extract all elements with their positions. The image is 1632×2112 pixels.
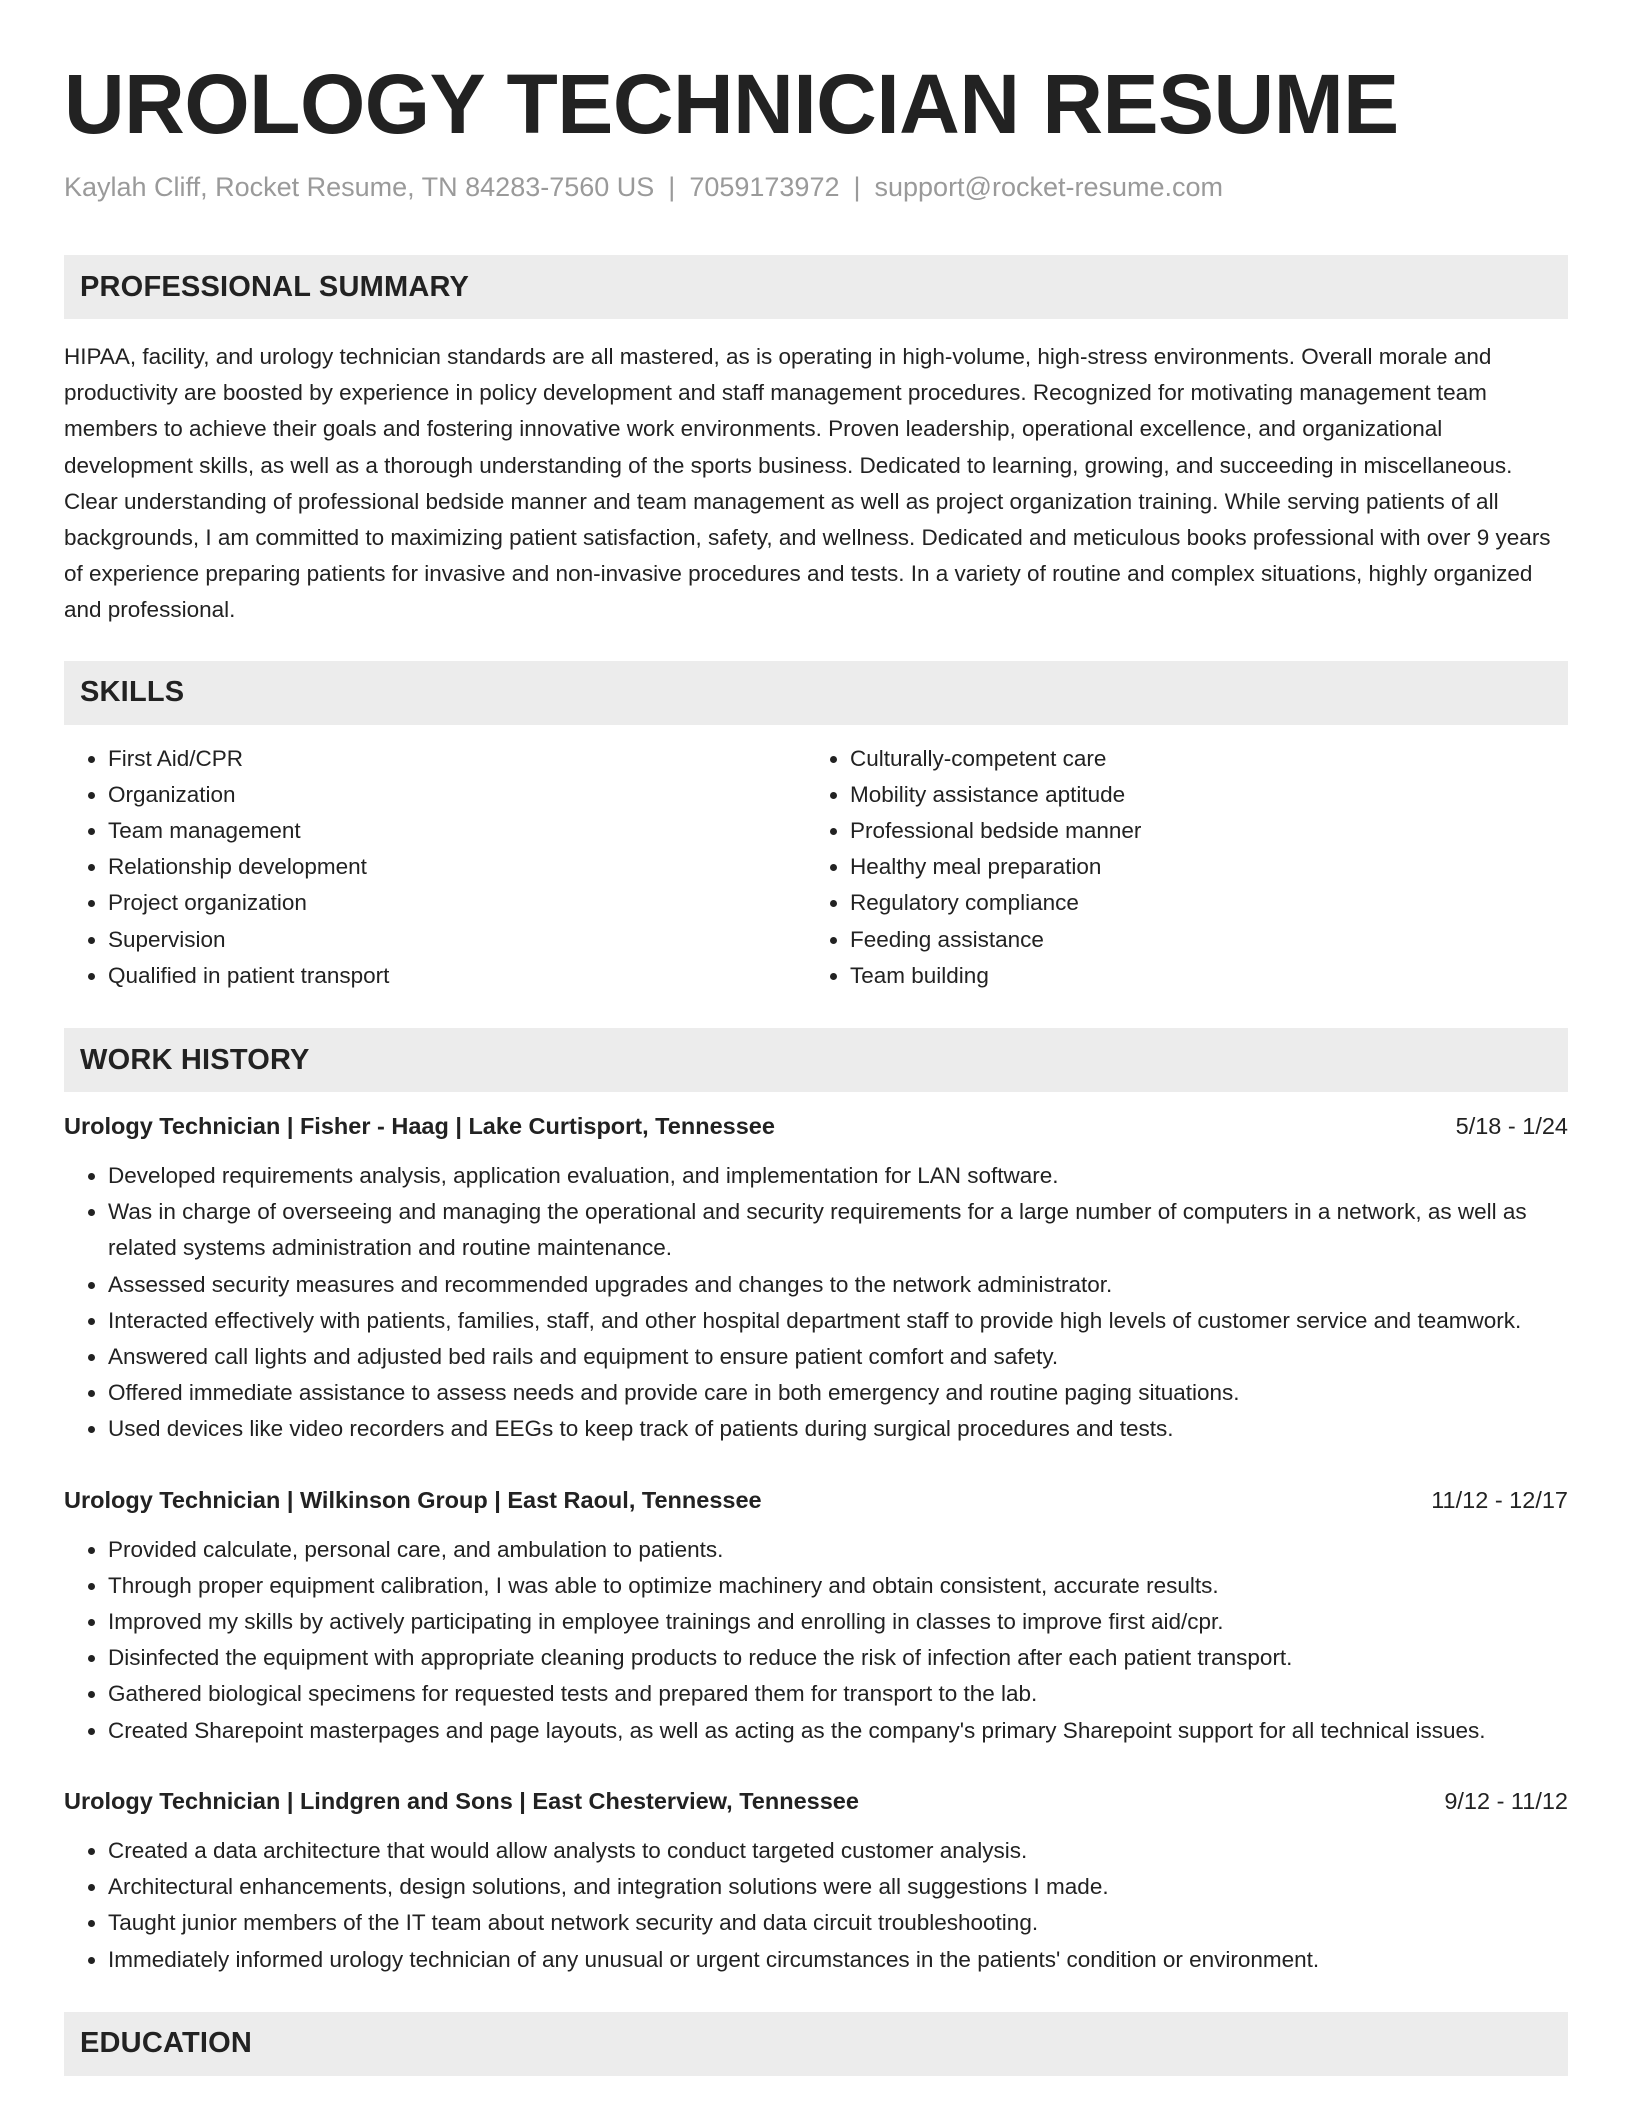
- job-bullet: • Immediately informed urology technician of any unusual or urgent circumstances in the patients' condition or environment.: [108, 1942, 1568, 1978]
- resume-title: UROLOGY TECHNICIAN RESUME: [64, 57, 1399, 151]
- skill-item: • Feeding assistance: [850, 922, 1548, 958]
- job-bullets: [64, 1158, 1568, 1448]
- section-header-work-history: WORK HISTORY: [64, 1028, 1568, 1092]
- skill-item: • Team management: [108, 813, 806, 849]
- job-bullet: • Created Sharepoint masterpages and page layouts, as well as acting as the company's primary Sharepoint support for all technical issues.: [108, 1713, 1568, 1749]
- job-bullet: • Interacted effectively with patients, families, staff, and other hospital department staff to provide high levels of customer service and teamwork.: [108, 1303, 1568, 1339]
- skill-item: • Supervision: [108, 922, 806, 958]
- job-bullets: [64, 1532, 1568, 1749]
- section-header-skills: SKILLS: [64, 661, 1568, 725]
- contact-separator: |: [853, 172, 861, 202]
- job-entry: [64, 1108, 1568, 1448]
- skill-item: • Culturally-competent care: [850, 741, 1548, 777]
- job-bullet: • Improved my skills by actively participating in employee trainings and enrolling in classes to improve first aid/cpr.: [108, 1604, 1568, 1640]
- skill-item: • Professional bedside manner: [850, 813, 1548, 849]
- contact-address: Kaylah Cliff, Rocket Resume, TN 84283-7560 US: [64, 172, 655, 202]
- job-bullet: • Developed requirements analysis, application evaluation, and implementation for LAN software.: [108, 1158, 1568, 1194]
- skill-item: • Organization: [108, 777, 806, 813]
- job-title: Urology Technician | Wilkinson Group | East Raoul, Tennessee: [64, 1486, 762, 1513]
- job-bullet: • Was in charge of overseeing and managing the operational and security requirements for a large number of computers in a network, as well as related systems administration and routine maintenance.: [108, 1194, 1568, 1266]
- section-header-summary: PROFESSIONAL SUMMARY: [64, 255, 1568, 319]
- resume-page: [64, 0, 1568, 2076]
- job-bullet: • Through proper equipment calibration, I was able to optimize machinery and obtain consistent, accurate results.: [108, 1568, 1568, 1604]
- job-dates: 9/12 - 11/12: [1444, 1787, 1568, 1814]
- job-bullet: • Disinfected the equipment with appropriate cleaning products to reduce the risk of infection after each patient transport.: [108, 1640, 1568, 1676]
- job-header: [64, 1108, 1568, 1144]
- skills-column-right: [806, 741, 1548, 994]
- skill-item: • Regulatory compliance: [850, 885, 1548, 921]
- job-bullet: • Taught junior members of the IT team about network security and data circuit troubleshooting.: [108, 1905, 1568, 1941]
- job-entry: [64, 1482, 1568, 1749]
- job-bullet: • Gathered biological specimens for requested tests and prepared them for transport to the lab.: [108, 1676, 1568, 1712]
- job-header: [64, 1783, 1568, 1819]
- job-bullets: [64, 1833, 1568, 1978]
- skill-item: • Mobility assistance aptitude: [850, 777, 1548, 813]
- contact-email: support@rocket-resume.com: [874, 172, 1224, 202]
- skill-item: • Relationship development: [108, 849, 806, 885]
- contact-phone: 7059173972: [689, 172, 840, 202]
- job-bullet: • Used devices like video recorders and EEGs to keep track of patients during surgical procedures and tests.: [108, 1411, 1568, 1447]
- skill-item: • First Aid/CPR: [108, 741, 806, 777]
- job-bullet: • Answered call lights and adjusted bed rails and equipment to ensure patient comfort and safety.: [108, 1339, 1568, 1375]
- skills-column-left: [64, 741, 806, 994]
- job-entry: [64, 1783, 1568, 1978]
- skills-list: [64, 741, 1568, 994]
- job-bullet: • Offered immediate assistance to assess needs and provide care in both emergency and routine paging situations.: [108, 1375, 1568, 1411]
- job-bullet: • Architectural enhancements, design solutions, and integration solutions were all suggestions I made.: [108, 1869, 1568, 1905]
- contact-separator: |: [668, 172, 676, 202]
- job-dates: 11/12 - 12/17: [1431, 1486, 1568, 1513]
- job-bullet: • Provided calculate, personal care, and ambulation to patients.: [108, 1532, 1568, 1568]
- summary-text: HIPAA, facility, and urology technician standards are all mastered, as is operating in high-volume, high-stress environments. Overall morale and productivity are boosted by experience in policy development and staff management procedures. Recognized for motivating management team members to achieve their goals and fostering innovative work environments. Proven leadership, operational excellence, and organizational development skills, as well as a thorough understanding of the sports business. Dedicated to learning, growing, and succeeding in miscellaneous. Clear understanding of professional bedside manner and team management as well as project organization training. While serving patients of all backgrounds, I am committed to maximizing patient satisfaction, safety, and wellness. Dedicated and meticulous books professional with over 9 years of experience preparing patients for invasive and non-invasive procedures and tests. In a variety of routine and complex situations, highly organized and professional.: [64, 344, 1551, 623]
- skill-item: • Healthy meal preparation: [850, 849, 1548, 885]
- skill-item: • Team building: [850, 958, 1548, 994]
- job-bullet: • Created a data architecture that would allow analysts to conduct targeted customer analysis.: [108, 1833, 1568, 1869]
- contact-line: [64, 170, 1568, 204]
- job-header: [64, 1482, 1568, 1518]
- skill-item: • Qualified in patient transport: [108, 958, 806, 994]
- job-title: Urology Technician | Fisher - Haag | Lake Curtisport, Tennessee: [64, 1113, 775, 1140]
- job-bullet: • Assessed security measures and recommended upgrades and changes to the network administrator.: [108, 1267, 1568, 1303]
- section-header-education: EDUCATION: [64, 2012, 1568, 2076]
- skill-item: • Project organization: [108, 885, 806, 921]
- job-title: Urology Technician | Lindgren and Sons | East Chesterview, Tennessee: [64, 1787, 859, 1814]
- job-dates: 5/18 - 1/24: [1455, 1113, 1568, 1140]
